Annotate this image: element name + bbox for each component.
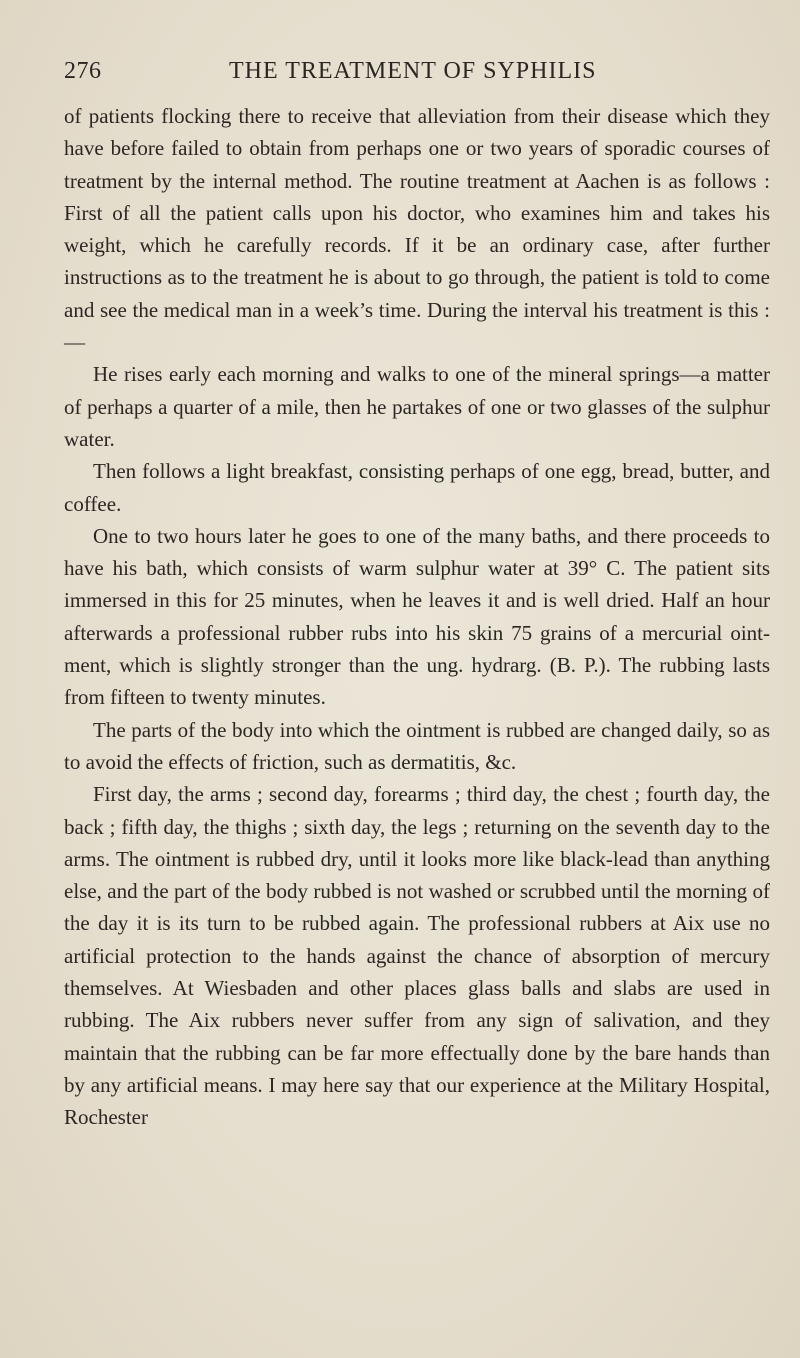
running-head (64, 58, 764, 88)
paragraph-breakfast: Then follows a light breakfast, consisting perhaps of one egg, bread, butter, and coffee. (64, 459, 770, 516)
paragraph-mineral-springs: He rises early each morning and walks to one of the mineral springs—a matter of perhaps a quarter of a mile, then he partakes of one or two glasses of the sulphur water. (64, 362, 770, 451)
page-number: 276 (64, 58, 102, 84)
paragraph-rubbing-schedule: First day, the arms ; second day, forearms ; third day, the chest ; fourth day, the back ; fifth day, the thighs ; sixth day, the legs ; returning on the seventh day to the arms. The ointment is rubbed dry, until it looks more like black-lead than anything else, and the part of the body rubbed is not washed or scrubbed until the morning of the day it is its turn to be rubbed again. The professional rubbers at Aix use no artificial protection to the hands against the chance of absorption of mercury themselves. At Wiesbaden and other places glass balls and slabs are used in rubbing. The Aix rubbers never suffer from any sign of salivation, and they maintain that the rubbing can be far more effectually done by the bare hands than by any artificial means. I may here say that our experience at the Military Hospital, Rochester (64, 782, 770, 1130)
paragraph-bath-and-rubbing: One to two hours later he goes to one of the many baths, and there proceeds to have his bath, which consists of warm sulphur water at 39° C. The patient sits immersed in this for 25 minutes, when he leaves it and is well dried. Half an hour afterwards a professional rubber rubs into his skin 75 grains of a mercurial ointment, which is slightly stronger than the ung. hydrarg. (B. P.). The rubbing lasts from fifteen to twenty minutes. (64, 523, 770, 710)
body-text (64, 100, 770, 1134)
paragraph-body-parts-changed: The parts of the body into which the ointment is rubbed are changed daily, so as to avoid the effects of friction, such as dermatitis, &c. (64, 717, 770, 774)
paragraph-aachen-routine: of patients flocking there to receive that alleviation from their disease which they have before failed to obtain from perhaps one or two years of sporadic courses of treatment by the internal method. The routine treatment at Aachen is as follows : First of all the patient calls upon his doctor, who examines him and takes his weight, which he carefully records. If it be an ordinary case, after further instructions as to the treatment he is about to go through, the patient is told to come and see the medical man in a week’s time. During the interval his treatment is this :— (64, 104, 770, 355)
running-head-title: THE TREATMENT OF SYPHILIS (229, 58, 597, 84)
